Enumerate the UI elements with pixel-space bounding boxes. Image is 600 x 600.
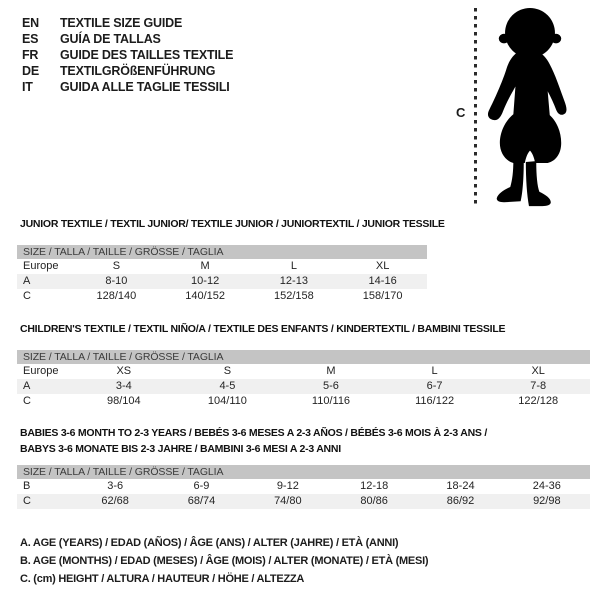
age-cell: 18-24 [446,480,475,492]
height-cell: 128/140 [96,290,137,302]
childrens-size-header-band: SIZE / TALLA / TAILLE / GRÖSSE / TAGLIA [17,350,590,364]
row-label: B [23,480,31,492]
height-cell: 80/86 [360,495,388,507]
toddler-silhouette [478,7,582,208]
table-row [17,494,590,509]
size-cell: S [223,365,232,377]
babies-table-title-line2: BABYS 3-6 MONATE BIS 2-3 JAHRE / BAMBINI 3-6 MESI A 2-3 ANNI [20,443,341,455]
lang-label: TEXTILGRÖßENFÜHRUNG [60,64,216,78]
lang-row-it [22,79,233,95]
table-row [17,394,590,409]
size-cell: S [112,260,121,272]
age-cell: 24-36 [532,480,561,492]
height-measure-dashed-line [474,8,477,206]
age-cell: 6-7 [426,380,443,392]
age-cell: 12-13 [279,275,308,287]
lang-row-es [22,31,233,47]
height-cell: 110/116 [311,395,351,407]
row-label: Europe [23,260,59,272]
lang-code: DE [22,64,39,78]
age-cell: 10-12 [191,275,220,287]
size-cell: L [290,260,297,272]
height-cell: 62/68 [101,495,129,507]
footnote-age-years: A. AGE (YEARS) / EDAD (AÑOS) / ÂGE (ANS) / ALTER (JAHRE) / ETÀ (ANNI) [20,537,399,549]
height-cell: 86/92 [446,495,475,507]
age-cell: 3-6 [107,480,124,492]
height-cell: 98/104 [106,395,141,407]
childrens-table-title: CHILDREN'S TEXTILE / TEXTIL NIÑO/A / TEXTILE DES ENFANTS / KINDERTEXTIL / BAMBINI TESSILE [20,323,506,335]
row-label: A [23,275,31,287]
row-label: C [23,395,31,407]
size-cell: XS [116,365,132,377]
lang-label: GUÍA DE TALLAS [60,32,161,46]
age-cell: 6-9 [193,480,210,492]
babies-size-header-band: SIZE / TALLA / TAILLE / GRÖSSE / TAGLIA [17,465,590,479]
babies-textile-section [17,425,590,509]
height-cell: 152/158 [273,290,314,302]
lang-label: GUIDE DES TAILLES TEXTILE [60,48,234,62]
height-cell: 104/110 [207,395,247,407]
age-cell: 12-18 [360,480,389,492]
row-label: A [23,380,31,392]
height-cell: 68/74 [187,495,216,507]
height-cell: 92/98 [533,495,561,507]
lang-code: ES [22,32,39,46]
height-cell: 122/128 [518,395,559,407]
legend-footnotes [20,534,428,588]
lang-row-fr [22,47,233,63]
table-row [17,289,427,304]
size-cell: L [431,365,438,377]
lang-label: TEXTILE SIZE GUIDE [60,16,183,30]
age-cell: 8-10 [105,275,128,287]
lang-code: FR [22,48,39,62]
junior-textile-section [17,216,445,304]
age-cell: 9-12 [276,480,299,492]
language-header [22,15,233,95]
size-cell: XL [375,260,390,272]
junior-table-title: JUNIOR TEXTILE / TEXTIL JUNIOR/ TEXTILE JUNIOR / JUNIORTEXTIL / JUNIOR TESSILE [20,218,445,230]
lang-label: GUIDA ALLE TAGLIE TESSILI [60,80,230,94]
table-row [17,259,427,274]
footnote-height-cm: C. (cm) HEIGHT / ALTURA / HAUTEUR / HÖHE / ALTEZZA [20,573,305,585]
size-cell: XL [531,365,545,377]
row-label: C [23,495,31,507]
table-row [17,364,590,379]
lang-code: EN [22,16,39,30]
table-row [17,379,590,394]
size-cell: M [326,365,336,377]
childrens-textile-section [17,321,590,409]
age-cell: 5-6 [323,380,339,392]
age-cell: 3-4 [115,380,132,392]
footnote-age-months: B. AGE (MONTHS) / EDAD (MESES) / ÂGE (MOIS) / ALTER (MONATE) / ETÀ (MESI) [20,555,429,567]
size-cell: M [200,260,210,272]
age-cell: 4-5 [219,380,236,392]
age-cell: 14-16 [368,275,397,287]
height-cell: 116/122 [415,395,455,407]
lang-code: IT [22,80,33,94]
lang-row-de [22,63,233,79]
height-cell: 74/80 [274,495,302,507]
height-label-c: C [456,105,466,120]
row-label: Europe [23,365,59,377]
junior-size-header-band: SIZE / TALLA / TAILLE / GRÖSSE / TAGLIA [17,245,427,259]
age-cell: 7-8 [530,380,547,392]
height-cell: 158/170 [362,290,403,302]
table-row [17,479,590,494]
babies-table-title-line1: BABIES 3-6 MONTH TO 2-3 YEARS / BEBÉS 3-6 MESES A 2-3 AÑOS / BÉBÉS 3-6 MOIS À 2-3 ANS / [20,427,488,439]
row-label: C [23,290,31,302]
height-cell: 140/152 [185,290,225,302]
table-row [17,274,427,289]
lang-row-en [22,15,233,31]
